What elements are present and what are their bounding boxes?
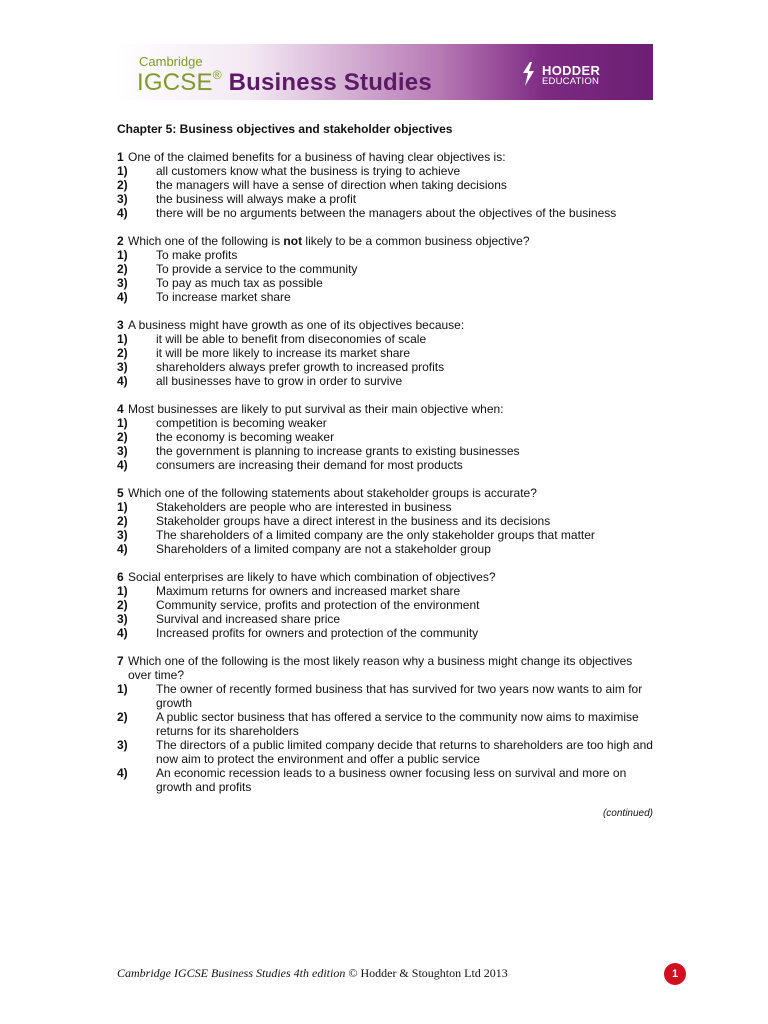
option-text: all businesses have to grow in order to survive	[156, 374, 403, 388]
option	[117, 262, 657, 276]
option-number: 1)	[117, 584, 128, 598]
option	[117, 360, 657, 374]
option-number: 3)	[117, 528, 128, 542]
option-number: 4)	[117, 542, 128, 556]
stem-part: Which one of the following is	[128, 234, 284, 248]
option-number: 3)	[117, 360, 128, 374]
option-number: 4)	[117, 626, 128, 640]
question-number: 7	[117, 654, 124, 668]
option-number: 2)	[117, 710, 128, 724]
option-number: 2)	[117, 430, 128, 444]
option	[117, 374, 657, 388]
footer-book-title: Cambridge IGCSE Business Studies 4th edition	[117, 966, 346, 980]
option-text: the managers will have a sense of direction when taking decisions	[156, 178, 507, 192]
option	[117, 192, 657, 206]
chapter-title: Chapter 5: Business objectives and stakeholder objectives	[117, 122, 453, 136]
brand-cambridge: Cambridge	[139, 54, 203, 69]
continued-label: (continued)	[602, 808, 653, 819]
option-text: consumers are increasing their demand for most products	[156, 458, 463, 472]
registered-mark: ®	[212, 68, 222, 82]
option-text: the business will always make a profit	[156, 192, 357, 206]
option-text: An economic recession leads to a business owner focusing less on survival and more on growth and profits	[156, 766, 627, 794]
option	[117, 584, 657, 598]
option-number: 1)	[117, 416, 128, 430]
option	[117, 514, 657, 528]
option-text: Shareholders of a limited company are not a stakeholder group	[156, 542, 491, 556]
question-stem	[128, 234, 657, 248]
option	[117, 612, 657, 626]
option-text: Community service, profits and protection of the environment	[156, 598, 480, 612]
option-number: 4)	[117, 206, 128, 220]
stem-emphasis: not	[283, 234, 303, 248]
question-3	[117, 318, 657, 388]
option-number: 3)	[117, 612, 128, 626]
option	[117, 458, 657, 472]
option-number: 2)	[117, 598, 128, 612]
option	[117, 178, 657, 192]
option	[117, 542, 657, 556]
page-number-badge: 1	[664, 963, 686, 985]
brand-igcse: IGCSE	[137, 69, 213, 96]
option-number: 2)	[117, 262, 128, 276]
question-number: 6	[117, 570, 124, 584]
question-stem: Most businesses are likely to put survival as their main objective when:	[128, 402, 504, 416]
option-number: 4)	[117, 374, 128, 388]
header-banner	[115, 44, 653, 100]
question-stem: Social enterprises are likely to have which combination of objectives?	[128, 570, 496, 584]
question-5	[117, 486, 657, 556]
option-number: 4)	[117, 458, 128, 472]
option-number: 3)	[117, 444, 128, 458]
option-text: it will be able to benefit from diseconomies of scale	[156, 332, 427, 346]
option-number: 3)	[117, 192, 128, 206]
option	[117, 248, 657, 262]
brand-subject: Business Studies	[228, 69, 432, 96]
option	[117, 598, 657, 612]
option-number: 1)	[117, 500, 128, 514]
option-text: To make profits	[156, 248, 238, 262]
publisher-name: HODDER	[542, 63, 601, 78]
option-text: shareholders always prefer growth to increased profits	[156, 360, 445, 374]
question-stem: One of the claimed benefits for a business of having clear objectives is:	[128, 150, 506, 164]
option-text: Stakeholder groups have a direct interest in the business and its decisions	[156, 514, 551, 528]
question-4	[117, 402, 657, 472]
question-number: 4	[117, 402, 124, 416]
option-text: To pay as much tax as possible	[156, 276, 323, 290]
option-number: 3)	[117, 738, 128, 752]
publisher-logo	[520, 62, 650, 90]
option	[117, 346, 657, 360]
question-2	[117, 234, 657, 304]
option	[117, 682, 657, 710]
question-6	[117, 570, 657, 640]
option-number: 3)	[117, 276, 128, 290]
option-text: it will be more likely to increase its market share	[156, 346, 411, 360]
option-number: 2)	[117, 346, 128, 360]
option-number: 1)	[117, 682, 128, 696]
question-stem: Which one of the following statements about stakeholder groups is accurate?	[128, 486, 537, 500]
option	[117, 164, 657, 178]
option	[117, 710, 657, 738]
option-text: The directors of a public limited company decide that returns to shareholders are too high and now aim to protect the environment and offer a public service	[156, 738, 653, 766]
question-1	[117, 150, 657, 220]
option-text: To provide a service to the community	[156, 262, 358, 276]
question-stem: A business might have growth as one of its objectives because:	[128, 318, 465, 332]
option-text: A public sector business that has offered a service to the community now aims to maximise returns for its shareholders	[156, 710, 639, 738]
option	[117, 276, 657, 290]
option-text: the economy is becoming weaker	[156, 430, 335, 444]
option	[117, 430, 657, 444]
question-stem: Which one of the following is the most likely reason why a business might change its objectives over time?	[128, 654, 633, 682]
question-number: 5	[117, 486, 124, 500]
option-text: competition is becoming weaker	[156, 416, 327, 430]
option	[117, 528, 657, 542]
option	[117, 626, 657, 640]
hodder-logo-icon	[520, 62, 536, 86]
option	[117, 206, 657, 220]
question-number: 1	[117, 150, 124, 164]
option-text: The owner of recently formed business that has survived for two years now wants to aim for growth	[156, 682, 643, 710]
option-text: all customers know what the business is trying to achieve	[156, 164, 461, 178]
footer-copyright: © Hodder & Stoughton Ltd 2013	[345, 966, 508, 980]
option-text: the government is planning to increase grants to existing businesses	[156, 444, 520, 458]
option-number: 2)	[117, 514, 128, 528]
option-text: The shareholders of a limited company are the only stakeholder groups that matter	[156, 528, 595, 542]
option-number: 2)	[117, 178, 128, 192]
option-text: Stakeholders are people who are interested in business	[156, 500, 452, 514]
option-number: 1)	[117, 332, 128, 346]
brand-title	[137, 68, 432, 97]
stem-part: likely to be a common business objective?	[302, 234, 530, 248]
option	[117, 416, 657, 430]
option-number: 4)	[117, 766, 128, 780]
option-number: 4)	[117, 290, 128, 304]
footer-citation	[117, 966, 508, 981]
option	[117, 500, 657, 514]
question-number: 3	[117, 318, 124, 332]
option	[117, 332, 657, 346]
option-text: Increased profits for owners and protection of the community	[156, 626, 479, 640]
option-text: there will be no arguments between the managers about the objectives of the business	[156, 206, 617, 220]
publisher-division: EDUCATION	[542, 76, 600, 87]
question-number: 2	[117, 234, 124, 248]
option	[117, 738, 657, 766]
question-list	[117, 150, 657, 808]
option-number: 1)	[117, 248, 128, 262]
option-text: To increase market share	[156, 290, 291, 304]
option-text: Maximum returns for owners and increased market share	[156, 584, 461, 598]
option-number: 1)	[117, 164, 128, 178]
question-7	[117, 654, 657, 794]
option	[117, 766, 657, 794]
option	[117, 444, 657, 458]
option-text: Survival and increased share price	[156, 612, 341, 626]
option	[117, 290, 657, 304]
